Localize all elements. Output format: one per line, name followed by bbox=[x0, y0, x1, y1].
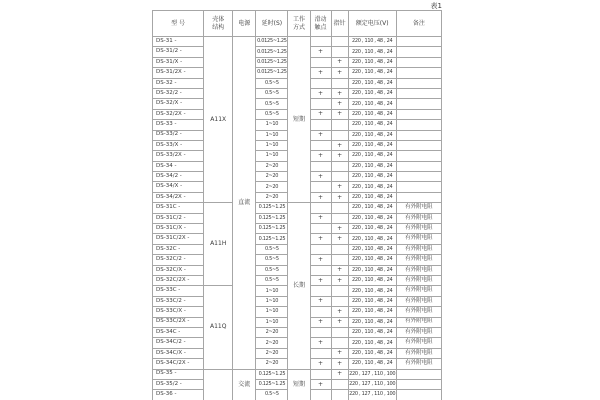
model-cell: DS-34C/2X - bbox=[153, 359, 204, 369]
voltage-cell: 220 , 110 , 48 , 24 bbox=[348, 109, 396, 119]
slide-contact-cell: + bbox=[310, 68, 331, 78]
model-cell: DS-34C/2 - bbox=[153, 338, 204, 348]
slide-contact-cell bbox=[310, 286, 331, 296]
slide-contact-cell: + bbox=[310, 192, 331, 202]
pointer-cell: + bbox=[331, 307, 348, 317]
voltage-cell: 220 , 127 , 110 , 100 bbox=[348, 369, 396, 379]
pointer-cell bbox=[331, 47, 348, 57]
slide-contact-cell: + bbox=[310, 88, 331, 98]
remark-cell: 有外附电阻 bbox=[396, 213, 441, 223]
voltage-cell: 220 , 110 , 48 , 24 bbox=[348, 296, 396, 306]
case-cell bbox=[204, 369, 233, 400]
delay-cell: 1~10 bbox=[256, 307, 288, 317]
pointer-cell bbox=[331, 213, 348, 223]
remark-cell bbox=[396, 78, 441, 88]
pointer-cell bbox=[331, 296, 348, 306]
remark-cell bbox=[396, 151, 441, 161]
header-label: 型 号 bbox=[171, 19, 186, 27]
delay-cell: 1~10 bbox=[256, 140, 288, 150]
remark-cell: 有外附电阻 bbox=[396, 338, 441, 348]
remark-cell: 有外附电阻 bbox=[396, 275, 441, 285]
voltage-cell: 220 , 110 , 48 , 24 bbox=[348, 265, 396, 275]
table-caption: 表1 bbox=[430, 2, 442, 10]
delay-cell: 0.5~5 bbox=[256, 99, 288, 109]
model-cell: DS-32/2X - bbox=[153, 109, 204, 119]
remark-cell bbox=[396, 379, 441, 389]
voltage-cell: 220 , 110 , 48 , 24 bbox=[348, 57, 396, 67]
pointer-cell: + bbox=[331, 109, 348, 119]
remark-cell: 有外附电阻 bbox=[396, 203, 441, 213]
voltage-cell: 220 , 110 , 48 , 24 bbox=[348, 213, 396, 223]
header-label: 工作方式 bbox=[292, 15, 305, 31]
remark-cell bbox=[396, 369, 441, 379]
model-cell: DS-33/2X - bbox=[153, 151, 204, 161]
header-label: 指针 bbox=[333, 19, 346, 27]
pointer-cell: + bbox=[331, 57, 348, 67]
model-cell: DS-34/2X - bbox=[153, 192, 204, 202]
model-cell: DS-32/X - bbox=[153, 99, 204, 109]
header-cell bbox=[348, 11, 396, 37]
header-cell bbox=[204, 11, 233, 37]
slide-contact-cell bbox=[310, 140, 331, 150]
pointer-cell: + bbox=[331, 151, 348, 161]
delay-cell: 2~20 bbox=[256, 161, 288, 171]
voltage-cell: 220 , 110 , 48 , 24 bbox=[348, 244, 396, 254]
remark-cell: 有外附电阻 bbox=[396, 317, 441, 327]
model-cell: DS-33C/2 - bbox=[153, 296, 204, 306]
slide-contact-cell bbox=[310, 99, 331, 109]
slide-contact-cell bbox=[310, 390, 331, 400]
voltage-cell: 220 , 110 , 48 , 24 bbox=[348, 140, 396, 150]
model-cell: DS-33 - bbox=[153, 120, 204, 130]
pointer-cell bbox=[331, 244, 348, 254]
remark-cell bbox=[396, 130, 441, 140]
header-row bbox=[153, 11, 442, 37]
header-cell bbox=[288, 11, 310, 37]
delay-cell: 2~20 bbox=[256, 192, 288, 202]
model-cell: DS-33/X - bbox=[153, 140, 204, 150]
slide-contact-cell bbox=[310, 327, 331, 337]
slide-contact-cell bbox=[310, 224, 331, 234]
delay-cell: 0.125~1.25 bbox=[256, 224, 288, 234]
delay-cell: 1~10 bbox=[256, 286, 288, 296]
model-cell: DS-34/X - bbox=[153, 182, 204, 192]
voltage-cell: 220 , 110 , 48 , 24 bbox=[348, 192, 396, 202]
remark-cell: 有外附电阻 bbox=[396, 244, 441, 254]
remark-cell bbox=[396, 182, 441, 192]
slide-contact-cell: + bbox=[310, 234, 331, 244]
slide-contact-cell bbox=[310, 369, 331, 379]
delay-cell: 0.5~5 bbox=[256, 255, 288, 265]
voltage-cell: 220 , 110 , 48 , 24 bbox=[348, 234, 396, 244]
slide-contact-cell: + bbox=[310, 296, 331, 306]
remark-cell: 有外附电阻 bbox=[396, 265, 441, 275]
voltage-cell: 220 , 110 , 48 , 24 bbox=[348, 37, 396, 47]
model-cell: DS-31C/X - bbox=[153, 224, 204, 234]
pointer-cell: + bbox=[331, 68, 348, 78]
voltage-cell: 220 , 110 , 48 , 24 bbox=[348, 151, 396, 161]
header-label: 额定电压(V) bbox=[355, 19, 389, 27]
header-label: 壳体结构 bbox=[212, 15, 225, 31]
pointer-cell bbox=[331, 327, 348, 337]
pointer-cell: + bbox=[331, 182, 348, 192]
model-cell: DS-31/2X - bbox=[153, 68, 204, 78]
table-row bbox=[153, 369, 442, 379]
slide-contact-cell bbox=[310, 161, 331, 171]
model-cell: DS-32/2 - bbox=[153, 88, 204, 98]
voltage-cell: 220 , 110 , 48 , 24 bbox=[348, 161, 396, 171]
remark-cell bbox=[396, 37, 441, 47]
slide-contact-cell bbox=[310, 307, 331, 317]
remark-cell: 有外附电阻 bbox=[396, 327, 441, 337]
remark-cell: 有外附电阻 bbox=[396, 234, 441, 244]
delay-cell: 0.5~5 bbox=[256, 88, 288, 98]
voltage-cell: 220 , 110 , 48 , 24 bbox=[348, 203, 396, 213]
remark-cell bbox=[396, 68, 441, 78]
voltage-cell: 220 , 110 , 48 , 24 bbox=[348, 286, 396, 296]
model-cell: DS-32C - bbox=[153, 244, 204, 254]
delay-cell: 0.5~5 bbox=[256, 275, 288, 285]
pointer-cell bbox=[331, 120, 348, 130]
mode-cell: 长期 bbox=[288, 203, 310, 369]
slide-contact-cell: + bbox=[310, 213, 331, 223]
pointer-cell bbox=[331, 255, 348, 265]
pointer-cell: + bbox=[331, 140, 348, 150]
remark-cell bbox=[396, 99, 441, 109]
remark-cell bbox=[396, 47, 441, 57]
voltage-cell: 220 , 110 , 48 , 24 bbox=[348, 130, 396, 140]
voltage-cell: 220 , 110 , 48 , 24 bbox=[348, 317, 396, 327]
remark-cell: 有外附电阻 bbox=[396, 286, 441, 296]
remark-cell: 有外附电阻 bbox=[396, 296, 441, 306]
slide-contact-cell bbox=[310, 203, 331, 213]
voltage-cell: 220 , 110 , 48 , 24 bbox=[348, 47, 396, 57]
delay-cell: 0.0125~1.25 bbox=[256, 68, 288, 78]
delay-cell: 0.5~5 bbox=[256, 78, 288, 88]
case-cell: A11H bbox=[204, 203, 233, 286]
delay-cell: 2~20 bbox=[256, 348, 288, 358]
slide-contact-cell bbox=[310, 244, 331, 254]
model-cell: DS-33/2 - bbox=[153, 130, 204, 140]
model-cell: DS-31 - bbox=[153, 37, 204, 47]
slide-contact-cell: + bbox=[310, 317, 331, 327]
remark-cell bbox=[396, 390, 441, 400]
delay-cell: 0.125~1.25 bbox=[256, 203, 288, 213]
delay-cell: 1~10 bbox=[256, 317, 288, 327]
pointer-cell bbox=[331, 37, 348, 47]
header-label: 滑动触点 bbox=[314, 15, 327, 31]
voltage-cell: 220 , 110 , 48 , 24 bbox=[348, 182, 396, 192]
table-header bbox=[153, 11, 442, 37]
remark-cell bbox=[396, 172, 441, 182]
delay-cell: 0.125~1.25 bbox=[256, 234, 288, 244]
delay-cell: 1~10 bbox=[256, 151, 288, 161]
pointer-cell bbox=[331, 172, 348, 182]
header-cell bbox=[331, 11, 348, 37]
slide-contact-cell: + bbox=[310, 130, 331, 140]
slide-contact-cell: + bbox=[310, 151, 331, 161]
model-cell: DS-33C/X - bbox=[153, 307, 204, 317]
delay-cell: 2~20 bbox=[256, 182, 288, 192]
pointer-cell: + bbox=[331, 275, 348, 285]
spec-table bbox=[152, 10, 442, 400]
remark-cell bbox=[396, 192, 441, 202]
header-cell bbox=[396, 11, 441, 37]
voltage-cell: 220 , 110 , 48 , 24 bbox=[348, 327, 396, 337]
delay-cell: 0.0125~1.25 bbox=[256, 57, 288, 67]
voltage-cell: 220 , 110 , 48 , 24 bbox=[348, 359, 396, 369]
remark-cell bbox=[396, 57, 441, 67]
delay-cell: 1~10 bbox=[256, 120, 288, 130]
pointer-cell: + bbox=[331, 369, 348, 379]
pointer-cell: + bbox=[331, 88, 348, 98]
delay-cell: 0.125~1.25 bbox=[256, 213, 288, 223]
delay-cell: 0.5~5 bbox=[256, 109, 288, 119]
remark-cell: 有外附电阻 bbox=[396, 348, 441, 358]
delay-cell: 0.5~5 bbox=[256, 265, 288, 275]
header-label: 备注 bbox=[412, 19, 425, 27]
pointer-cell: + bbox=[331, 192, 348, 202]
slide-contact-cell bbox=[310, 348, 331, 358]
pointer-cell bbox=[331, 78, 348, 88]
delay-cell: 1~10 bbox=[256, 130, 288, 140]
voltage-cell: 220 , 110 , 48 , 24 bbox=[348, 255, 396, 265]
case-cell: A11X bbox=[204, 37, 233, 203]
model-cell: DS-33C/2X - bbox=[153, 317, 204, 327]
model-cell: DS-33C - bbox=[153, 286, 204, 296]
pointer-cell: + bbox=[331, 224, 348, 234]
slide-contact-cell: + bbox=[310, 255, 331, 265]
slide-contact-cell bbox=[310, 265, 331, 275]
voltage-cell: 220 , 110 , 48 , 24 bbox=[348, 88, 396, 98]
header-cell bbox=[256, 11, 288, 37]
model-cell: DS-31/X - bbox=[153, 57, 204, 67]
pointer-cell bbox=[331, 161, 348, 171]
remark-cell bbox=[396, 120, 441, 130]
table-row bbox=[153, 37, 442, 47]
model-cell: DS-34C/X - bbox=[153, 348, 204, 358]
delay-cell: 2~20 bbox=[256, 327, 288, 337]
pointer-cell: + bbox=[331, 359, 348, 369]
slide-contact-cell: + bbox=[310, 172, 331, 182]
pointer-cell bbox=[331, 203, 348, 213]
table-row bbox=[153, 203, 442, 213]
remark-cell bbox=[396, 109, 441, 119]
header-label: 电源 bbox=[238, 19, 251, 27]
mode-cell: 短期 bbox=[288, 369, 310, 400]
model-cell: DS-34 - bbox=[153, 161, 204, 171]
model-cell: DS-31C - bbox=[153, 203, 204, 213]
remark-cell bbox=[396, 161, 441, 171]
pointer-cell bbox=[331, 130, 348, 140]
header-cell bbox=[153, 11, 204, 37]
model-cell: DS-32C/2X - bbox=[153, 275, 204, 285]
delay-cell: 0.0125~1.25 bbox=[256, 47, 288, 57]
slide-contact-cell bbox=[310, 57, 331, 67]
slide-contact-cell bbox=[310, 78, 331, 88]
slide-contact-cell bbox=[310, 37, 331, 47]
remark-cell bbox=[396, 88, 441, 98]
model-cell: DS-31C/2 - bbox=[153, 213, 204, 223]
delay-cell: 2~20 bbox=[256, 172, 288, 182]
slide-contact-cell: + bbox=[310, 359, 331, 369]
model-cell: DS-36 - bbox=[153, 390, 204, 400]
delay-cell: 0.0125~1.25 bbox=[256, 37, 288, 47]
model-cell: DS-35/2 - bbox=[153, 379, 204, 389]
power-cell: 交流 bbox=[233, 369, 256, 400]
voltage-cell: 220 , 110 , 48 , 24 bbox=[348, 99, 396, 109]
slide-contact-cell: + bbox=[310, 109, 331, 119]
slide-contact-cell: + bbox=[310, 379, 331, 389]
model-cell: DS-34C - bbox=[153, 327, 204, 337]
pointer-cell: + bbox=[331, 317, 348, 327]
pointer-cell bbox=[331, 338, 348, 348]
case-cell: A11Q bbox=[204, 286, 233, 369]
model-cell: DS-31/2 - bbox=[153, 47, 204, 57]
slide-contact-cell bbox=[310, 182, 331, 192]
pointer-cell bbox=[331, 390, 348, 400]
delay-cell: 2~20 bbox=[256, 359, 288, 369]
remark-cell bbox=[396, 140, 441, 150]
model-cell: DS-34/2 - bbox=[153, 172, 204, 182]
remark-cell: 有外附电阻 bbox=[396, 224, 441, 234]
pointer-cell: + bbox=[331, 348, 348, 358]
voltage-cell: 220 , 110 , 48 , 24 bbox=[348, 224, 396, 234]
voltage-cell: 220 , 110 , 48 , 24 bbox=[348, 120, 396, 130]
delay-cell: 1~10 bbox=[256, 296, 288, 306]
model-cell: DS-31C/2X - bbox=[153, 234, 204, 244]
header-label: 延时(S) bbox=[261, 19, 283, 27]
slide-contact-cell: + bbox=[310, 47, 331, 57]
remark-cell: 有外附电阻 bbox=[396, 359, 441, 369]
voltage-cell: 220 , 110 , 48 , 24 bbox=[348, 172, 396, 182]
pointer-cell bbox=[331, 286, 348, 296]
pointer-cell: + bbox=[331, 265, 348, 275]
voltage-cell: 220 , 110 , 48 , 24 bbox=[348, 307, 396, 317]
pointer-cell: + bbox=[331, 234, 348, 244]
remark-cell: 有外附电阻 bbox=[396, 307, 441, 317]
header-cell bbox=[310, 11, 331, 37]
model-cell: DS-32 - bbox=[153, 78, 204, 88]
delay-cell: 0.5~5 bbox=[256, 390, 288, 400]
pointer-cell: + bbox=[331, 99, 348, 109]
model-cell: DS-32C/2 - bbox=[153, 255, 204, 265]
model-cell: DS-35 - bbox=[153, 369, 204, 379]
remark-cell: 有外附电阻 bbox=[396, 255, 441, 265]
voltage-cell: 220 , 127 , 110 , 100 bbox=[348, 379, 396, 389]
mode-cell: 短期 bbox=[288, 37, 310, 203]
power-cell: 直流 bbox=[233, 37, 256, 370]
voltage-cell: 220 , 110 , 48 , 24 bbox=[348, 348, 396, 358]
delay-cell: 0.125~1.25 bbox=[256, 369, 288, 379]
slide-contact-cell: + bbox=[310, 338, 331, 348]
delay-cell: 2~20 bbox=[256, 338, 288, 348]
header-cell bbox=[233, 11, 256, 37]
model-cell: DS-32C/X - bbox=[153, 265, 204, 275]
voltage-cell: 220 , 127 , 110 , 100 bbox=[348, 390, 396, 400]
table-body bbox=[153, 37, 442, 400]
voltage-cell: 220 , 110 , 48 , 24 bbox=[348, 275, 396, 285]
voltage-cell: 220 , 110 , 48 , 24 bbox=[348, 78, 396, 88]
slide-contact-cell bbox=[310, 120, 331, 130]
delay-cell: 0.125~1.25 bbox=[256, 379, 288, 389]
voltage-cell: 220 , 110 , 48 , 24 bbox=[348, 68, 396, 78]
slide-contact-cell: + bbox=[310, 275, 331, 285]
voltage-cell: 220 , 110 , 48 , 24 bbox=[348, 338, 396, 348]
delay-cell: 0.5~5 bbox=[256, 244, 288, 254]
pointer-cell bbox=[331, 379, 348, 389]
